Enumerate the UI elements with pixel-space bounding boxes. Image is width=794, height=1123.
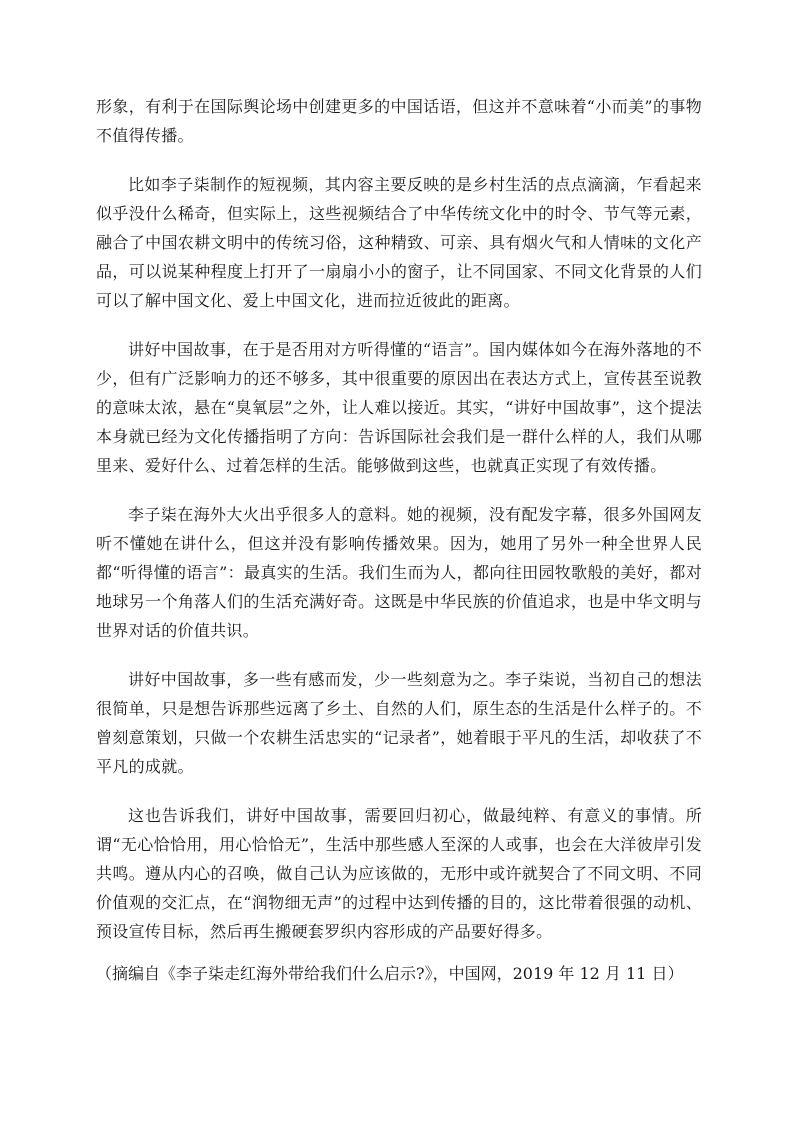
paragraph-1: 形象，有利于在国际舆论场中创建更多的中国话语，但这并不意味着“小而美”的事物不值得传播。 bbox=[96, 97, 702, 145]
paragraph-gap bbox=[96, 315, 702, 335]
article-body bbox=[96, 92, 702, 1004]
paragraph-4: 李子柒在海外大火出乎很多人的意料。她的视频，没有配发字幕，很多外国网友听不懂她在讲什么，但这并没有影响传播效果。因为，她用了另外一种全世界人民都“听得懂的语言”：最真实的生活。我们生而为人，都向往田园牧歌般的美好，都对地球另一个角落人们的生活充满好奇。这既是中华民族的价值追求，也是中华文明与世界对话的价值共识。 bbox=[96, 505, 702, 640]
paragraph-gap bbox=[96, 150, 702, 170]
paragraph-gap bbox=[96, 480, 702, 500]
source-citation: （摘编自《李子柒走红海外带给我们什么启示?》，中国网，2019 年 12 月 11 日） bbox=[96, 964, 684, 983]
paragraph-2: 比如李子柒制作的短视频，其内容主要反映的是乡村生活的点点滴滴，乍看起来似乎没什么稀奇，但实际上，这些视频结合了中华传统文化中的时令、节气等元素，融合了中国农耕文明中的传统习俗，这种精致、可亲、具有烟火气和人情味的文化产品，可以说某种程度上打开了一扇扇小小的窗子，让不同国家、不同文化背景的人们可以了解中国文化、爱上中国文化，进而拉近彼此的距离。 bbox=[96, 175, 702, 310]
paragraph-5: 讲好中国故事，多一些有感而发，少一些刻意为之。李子柒说，当初自己的想法很简单，只是想告诉那些远离了乡土、自然的人们，原生态的生活是什么样子的。不曾刻意策划，只做一个农耕生活忠实的“记录者”，她着眼于平凡的生活，却收获了不平凡的成就。 bbox=[96, 670, 702, 776]
paragraph-gap bbox=[96, 781, 702, 801]
paragraph-6: 这也告诉我们，讲好中国故事，需要回归初心，做最纯粹、有意义的事情。所谓“无心恰恰用，用心恰恰无”，生活中那些感人至深的人或事，也会在大洋彼岸引发共鸣。遵从内心的召唤，做自己认为应该做的，无形中或许就契合了不同文明、不同价值观的交汇点，在“润物细无声”的过程中达到传播的目的，这比带着很强的动机、预设宣传目标，然后再生搬硬套罗织内容形成的产品要好得多。 bbox=[96, 806, 702, 941]
paragraph-gap bbox=[96, 645, 702, 665]
paragraph-3: 讲好中国故事，在于是否用对方听得懂的“语言”。国内媒体如今在海外落地的不少，但有广泛影响力的还不够多，其中很重要的原因出在表达方式上，宣传甚至说教的意味太浓，悬在“臭氧层”之外，让人难以接近。其实，“讲好中国故事”，这个提法本身就已经为文化传播指明了方向：告诉国际社会我们是一群什么样的人，我们从哪里来、爱好什么、过着怎样的生活。能够做到这些，也就真正实现了有效传播。 bbox=[96, 340, 702, 475]
